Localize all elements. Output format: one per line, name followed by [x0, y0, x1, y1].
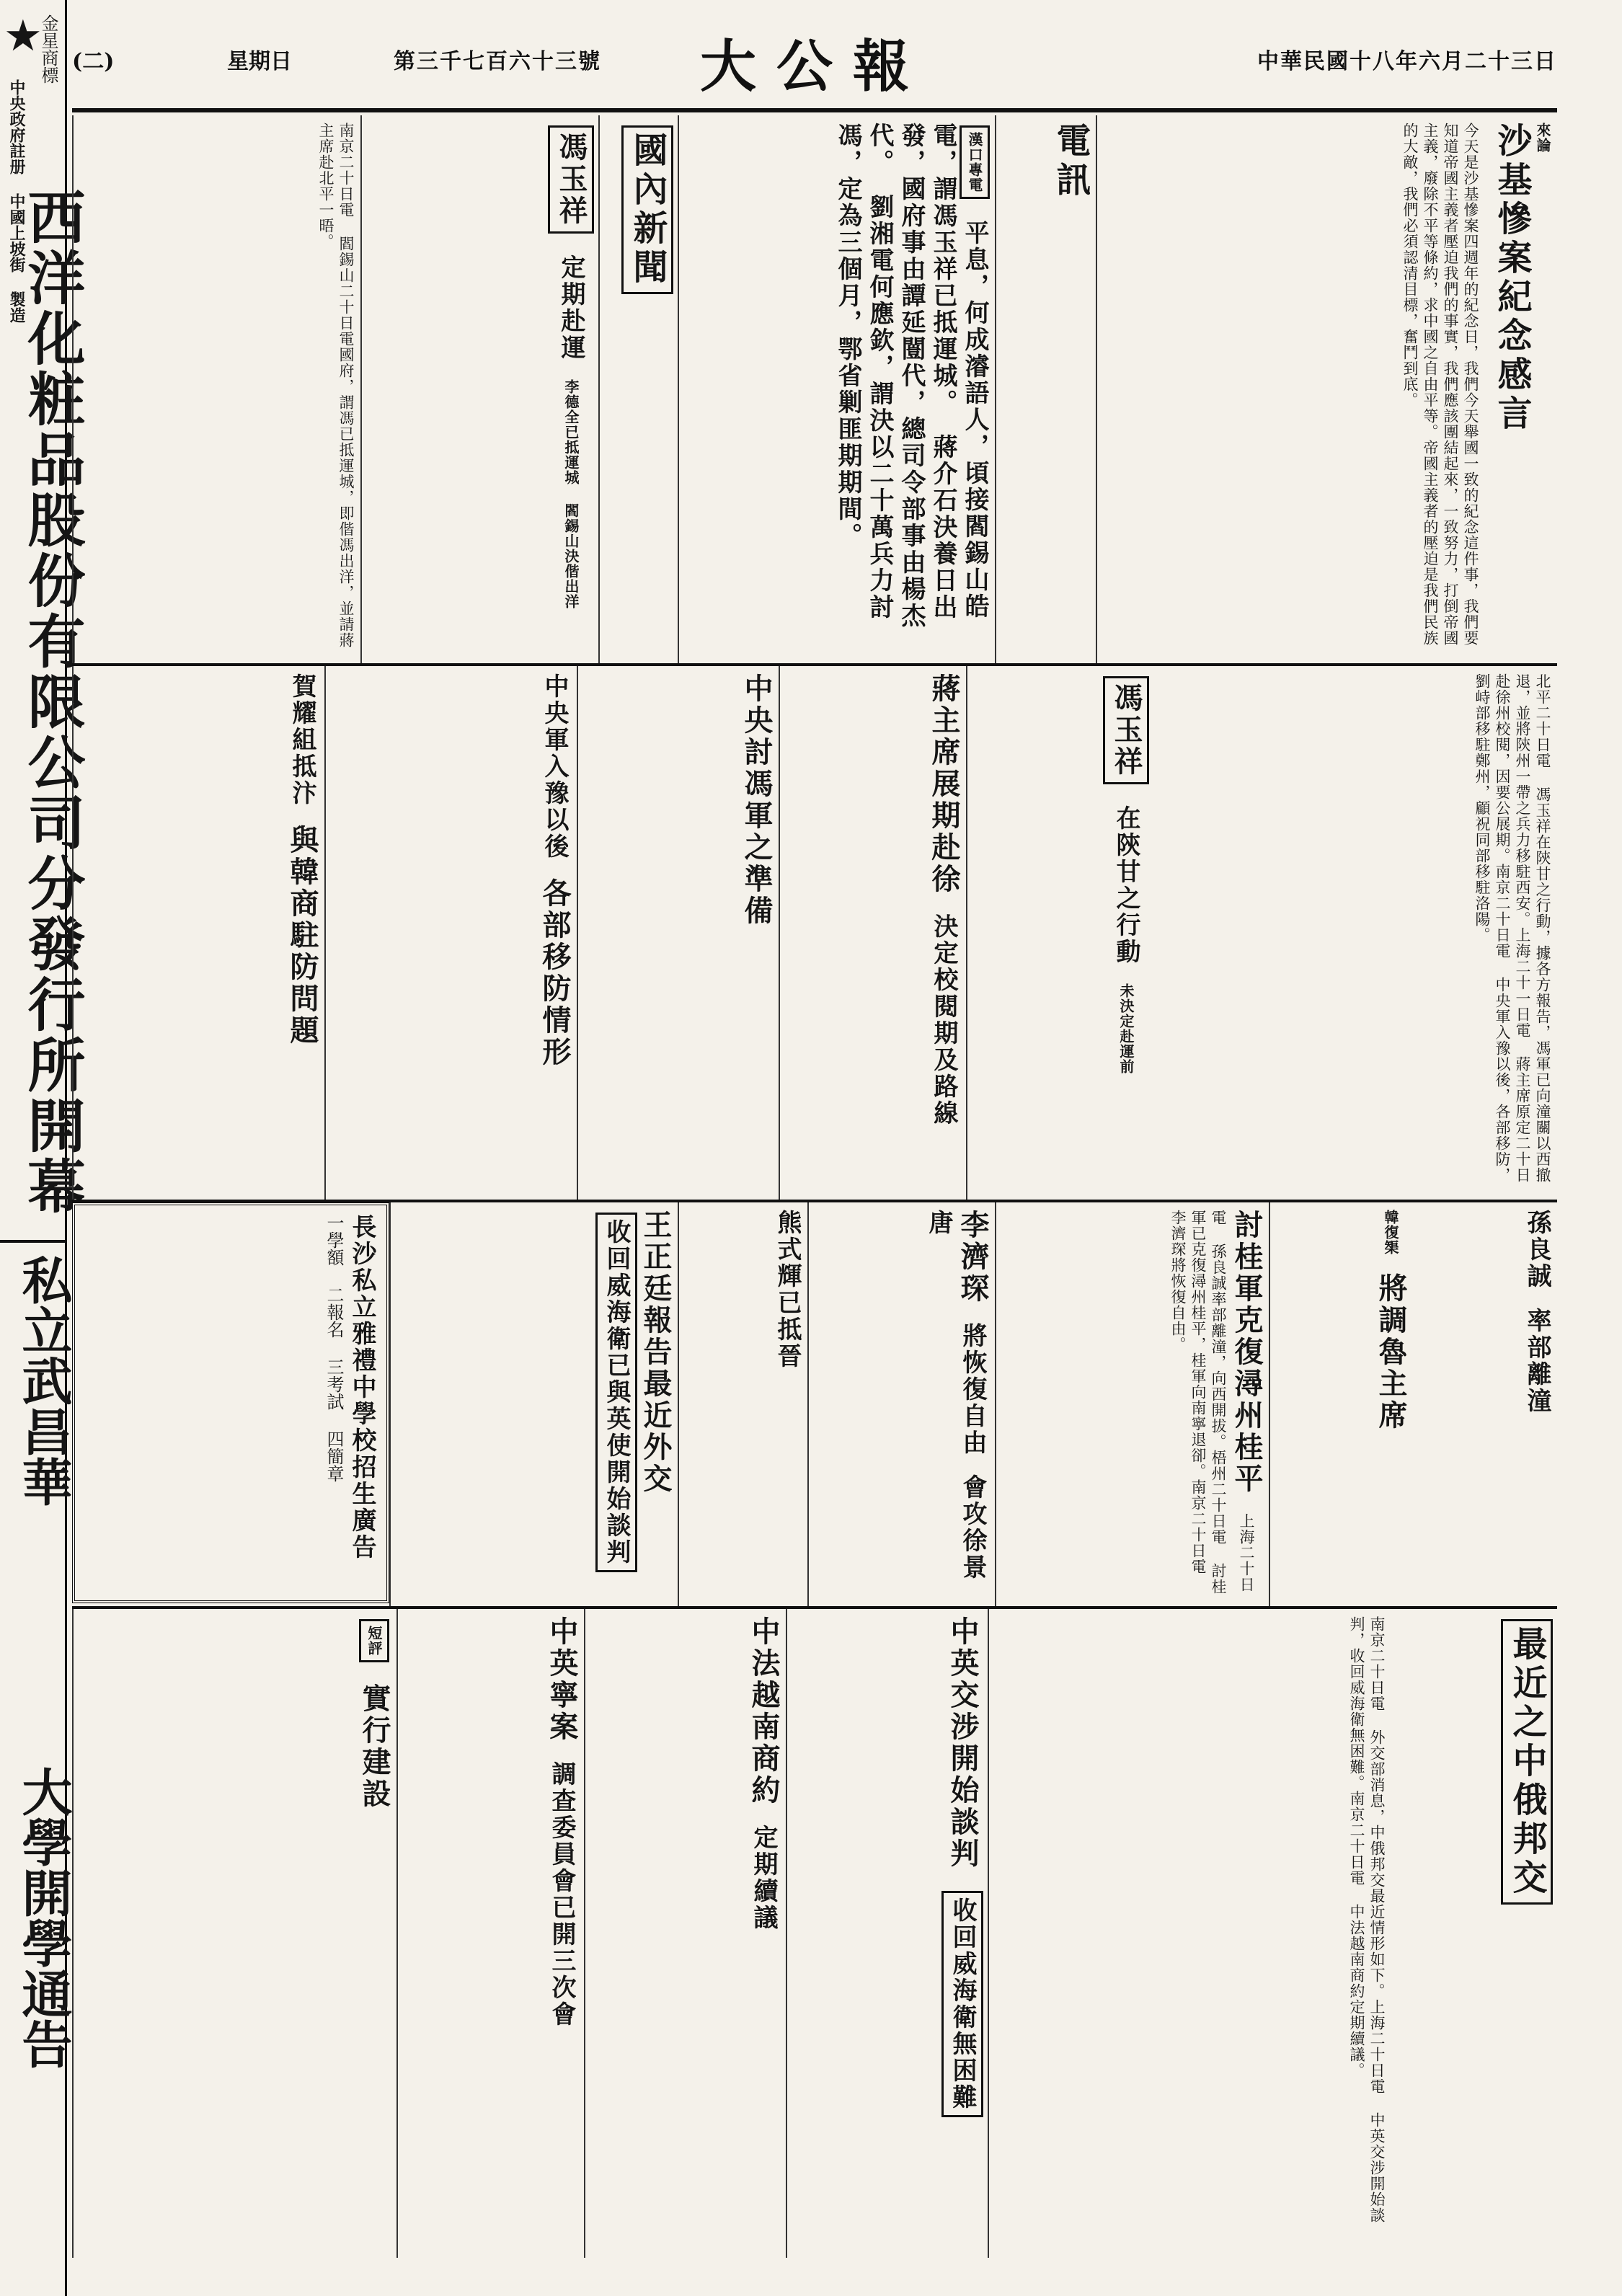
masthead-date: 中華民國十八年六月二十三日 — [1257, 49, 1557, 74]
xu-jingtang-headline: 會攻徐景唐 — [924, 1210, 987, 1581]
telegram-item-1: 平息，何成濬語人，頃接閻錫山皓電，謂馮玉祥已抵運城。 — [929, 123, 989, 620]
band-3 — [72, 1202, 1557, 1609]
sino-british-col — [786, 1609, 988, 2258]
guangxi-headline: 討桂軍克復潯州桂平 — [1230, 1210, 1264, 1495]
domestic-news-header-col — [598, 115, 678, 663]
nanjing-case-subhead: 調查委員會已開三次會 — [547, 1761, 576, 2028]
central-prep-col — [577, 666, 779, 1200]
band4-body-col — [988, 1609, 1391, 2258]
masthead-page-number: (二) — [72, 49, 115, 74]
central-prep-headline: 中央討馮軍之準備 — [740, 673, 774, 927]
telegram-header-col — [995, 115, 1096, 663]
band4-body: 南京二十日電 外交部消息，中俄邦交最近情形如下。上海二十日電 中英交涉開始談判，收回威海衛無困難。南京二十日電 中法越南商約定期續議。 — [1348, 1616, 1386, 2223]
feng-shaanxi-headline: 馮玉祥 — [1103, 676, 1149, 784]
li-jishen-subhead: 將恢復自由 — [958, 1323, 987, 1456]
xiong-col — [678, 1202, 807, 1606]
sino-soviet-headline: 最近之中俄邦交 — [1501, 1619, 1553, 1905]
strip-divider — [0, 1240, 65, 1243]
editorial-title-col — [1485, 115, 1557, 663]
he-yaozu-subhead: 與韓商駐防問題 — [285, 825, 319, 1047]
band-2 — [72, 666, 1557, 1202]
xiong-headline: 熊式輝已抵晉 — [773, 1210, 802, 1370]
band-1 — [72, 115, 1557, 666]
guangxi-col — [995, 1202, 1269, 1606]
feng-detail-1: 李德全已抵運城 — [562, 379, 580, 485]
wang-zhengting-col — [389, 1202, 678, 1606]
han-subhead: 韓復榘 — [1382, 1210, 1399, 1255]
editorial-title: 沙基慘案紀念感言 — [1492, 123, 1532, 434]
masthead-paper-name: 大公報 — [699, 34, 929, 99]
band2-body: 北平二十日電 馮玉祥在陝甘之行動，據各方報告，馮軍已向潼關以西撤退，並將陝州一帶之兵力移駐西安。上海二十一日電 蔣主席原定二十日赴徐州校閱，因要公展期。南京二十日電 中央軍入豫以後，各部移防，劉峙部移駐鄭州，顧祝同部移駐洛陽。 — [1473, 673, 1551, 1183]
feng-shaanxi-subhead: 在陝甘之行動 — [1112, 805, 1140, 965]
feng-story-col — [360, 115, 598, 663]
feng-subhead: 定期赴運 — [557, 254, 585, 361]
yali-school-title: 長沙私立雅禮中學校招生廣告 — [347, 1214, 376, 1561]
wang-zhengting-subhead: 收回威海衛已與英使開始談判 — [595, 1213, 637, 1572]
commentary-headline: 實行建設 — [358, 1683, 391, 1810]
sino-french-headline: 中法越南商約 — [747, 1616, 781, 1807]
band3-body: 上海二十日電 孫良誠率部離潼，向西開拔。梧州二十日電 討桂軍已克復潯州桂平，桂軍向南寧退卻。南京二十日電 李濟琛將恢復自由。 — [1169, 1210, 1255, 1595]
sino-french-subhead: 定期續議 — [749, 1825, 778, 1931]
telegram-item-2: 蔣介石決養日出發，國府事由譚延闓代，總司令部事由楊杰代。 — [865, 123, 957, 629]
chiang-review-subhead: 決定校閱期及路線 — [929, 913, 958, 1127]
masthead — [72, 22, 1557, 112]
han-headline: 將調魯主席 — [1374, 1273, 1408, 1432]
troop-movement-headline: 各部移防情形 — [538, 878, 572, 1068]
editorial-tag: 來論 — [1534, 123, 1551, 153]
chiang-review-headline: 蔣主席展期赴徐 — [927, 673, 961, 895]
he-yaozu-col — [72, 666, 324, 1200]
sino-french-col — [584, 1609, 786, 2258]
telegram-title: 電訊 — [1050, 123, 1091, 200]
han-col — [1269, 1202, 1413, 1606]
commentary-tag: 短評 — [359, 1619, 389, 1662]
domestic-news-title: 國內新聞 — [621, 125, 673, 294]
left-ad-strip — [0, 0, 86, 2296]
telegram-item-3: 劉湘電何應欽，謂決以二十萬兵力討馮，定為三個月，鄂省剿匪期期間。 — [833, 123, 894, 621]
sun-headline: 孫良誠 — [1523, 1210, 1551, 1290]
telegram-body-col — [678, 115, 995, 663]
feng-headline: 馮玉祥 — [548, 125, 594, 234]
telegram-source: 漢口專電 — [960, 125, 990, 199]
feng-shaanxi-note: 未決定赴運前 — [1117, 983, 1135, 1074]
nanjing-case-headline: 中英寧案 — [545, 1616, 579, 1743]
nanjing-case-col — [396, 1609, 584, 2258]
band2-body-col — [1153, 666, 1557, 1200]
editorial-body-col — [1096, 115, 1485, 663]
feng-detail-2: 閻錫山決偕出洋 — [562, 503, 580, 609]
sino-british-headline: 中英交涉開始談判 — [946, 1616, 980, 1870]
yali-school-body: 一學額 二報名 三考試 四簡章 — [324, 1214, 344, 1482]
sun-subhead: 率部離潼 — [1523, 1308, 1551, 1414]
sun-col — [1413, 1202, 1557, 1606]
star-logo-icon: ★ — [4, 11, 43, 61]
commentary-col — [72, 1609, 396, 2258]
editorial-body: 今天是沙基慘案四週年的紀念日，我們今天舉國一致的紀念這件事，我們要知道帝國主義者壓迫我們的事實，我們應該團結起來，一致努力，打倒帝國主義，廢除不平等條約，求中國之自由平等。帝國主義者的壓迫是我們民族的大敵，我們必須認清目標，奮鬥到底。 — [1401, 123, 1479, 646]
school-ad-title: 大學開學通告 — [14, 1766, 74, 2069]
feng-body: 南京二十日電 閻錫山二十日電國府，謂馮已抵運城，即偕馮出洋，並請蔣主席赴北平一晤。 — [317, 123, 355, 648]
masthead-issue: 第三千七百六十三號 — [394, 49, 601, 74]
chiang-review-col — [779, 666, 966, 1200]
school-ad-name: 私立武昌華 — [14, 1254, 74, 1507]
sino-british-subhead: 收回威海衛無困難 — [941, 1891, 983, 2117]
registration-text: 中央政府註册 中國上坡街 製造 — [7, 79, 26, 323]
wang-zhengting-headline: 王正廷報告最近外交 — [639, 1210, 673, 1495]
li-jishen-col — [807, 1202, 995, 1606]
masthead-weekday: 星期日 — [227, 49, 292, 74]
troop-movement-subhead: 中央軍入豫以後 — [540, 673, 569, 860]
he-yaozu-headline: 賀耀組抵汴 — [288, 673, 316, 807]
li-jishen-headline: 李濟琛 — [956, 1210, 990, 1305]
feng-shaanxi-col — [966, 666, 1153, 1200]
feng-body-col — [72, 115, 360, 663]
brand-mark: 金星商標 — [38, 14, 58, 84]
sino-soviet-col — [1391, 1609, 1557, 2258]
cosmetics-company-ad: 西洋化粧品股份有限公司分發行所開幕 — [18, 187, 86, 1217]
band-4 — [72, 1609, 1557, 2258]
yali-school-ad — [72, 1202, 389, 1603]
troop-movement-col — [324, 666, 577, 1200]
